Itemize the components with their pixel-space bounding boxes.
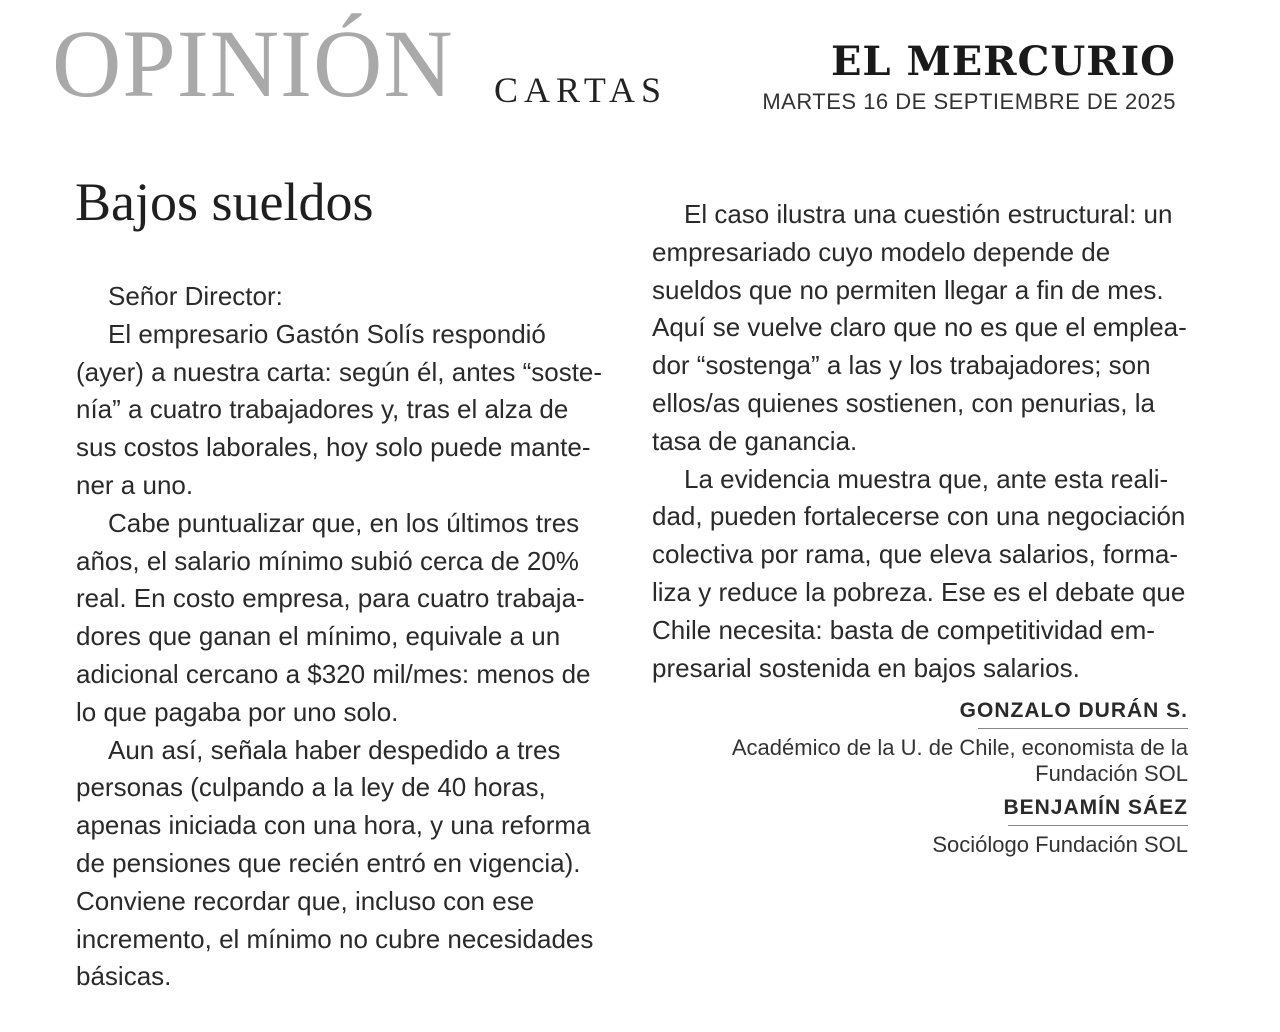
body-line: dad, pueden fortalecerse con una negociación: [652, 501, 1186, 532]
body-line: personas (culpando a la ley de 40 horas,: [76, 772, 546, 803]
newspaper-name: EL MERCURIO: [830, 38, 1176, 85]
signature-block: [718, 696, 1188, 864]
body-line: Chile necesita: basta de competitividad em-: [652, 614, 1155, 645]
affiliation-line: Fundación SOL: [1035, 761, 1188, 786]
body-line: ellos/as quienes sostienen, con penurias, la: [652, 387, 1155, 418]
body-line: sus costos laborales, hoy solo puede mante-: [76, 432, 591, 463]
body-line: real. En costo empresa, para cuatro trabaja-: [76, 583, 585, 614]
body-line: colectiva por rama, que eleva salarios, forma-: [652, 539, 1179, 570]
signatory-name: BENJAMÍN SÁEZ: [1003, 796, 1188, 819]
body-line: presarial sostenida en bajos salarios.: [652, 652, 1080, 683]
affiliation-line: Académico de la U. de Chile, economista de la: [731, 735, 1188, 760]
affiliation-line: Sociólogo Fundación SOL: [932, 832, 1188, 857]
body-line: Aun así, señala haber despedido a tres: [108, 734, 561, 765]
section-title: OPINIÓN: [52, 10, 454, 117]
body-line: años, el salario mínimo subió cerca de 20%: [76, 545, 579, 576]
signature-divider: [978, 728, 1188, 729]
body-line: lo que pagaba por uno solo.: [76, 696, 399, 727]
body-line: incremento, el mínimo no cubre necesidades: [76, 923, 594, 954]
body-line: dor “sostenga” a las y los trabajadores; son: [652, 350, 1151, 381]
body-line: La evidencia muestra que, ante esta reali-: [684, 463, 1169, 494]
body-line: ner a uno.: [76, 469, 194, 500]
body-line: adicional cercano a $320 mil/mes: menos de: [76, 658, 591, 689]
section-subtitle: CARTAS: [494, 70, 667, 110]
signatory-name: GONZALO DURÁN S.: [959, 699, 1188, 722]
body-line: liza y reduce la pobreza. Ese es el debate que: [652, 576, 1186, 607]
body-line: sueldos que no permiten llegar a fin de mes.: [652, 274, 1164, 305]
body-line: Aquí se vuelve claro que no es que el emplea-: [652, 312, 1187, 343]
body-line: El caso ilustra una cuestión estructural: un: [684, 199, 1173, 229]
body-line: dores que ganan el mínimo, equivale a un: [76, 621, 561, 652]
body-line: Conviene recordar que, incluso con ese: [76, 885, 535, 916]
body-line: Cabe puntualizar que, en los últimos tres: [108, 507, 580, 538]
signatory-affiliation: [718, 735, 1188, 787]
signatory-affiliation: [718, 832, 1188, 858]
body-line: básicas.: [76, 961, 172, 992]
body-line: apenas iniciada con una hora, y una reforma: [76, 810, 591, 841]
body-line: El empresario Gastón Solís respondió: [108, 318, 546, 349]
body-line: de pensiones que recién entró en vigencia).: [76, 847, 581, 878]
body-line: tasa de ganancia.: [652, 425, 858, 456]
letter-body-left-column: [76, 278, 616, 996]
salutation: Señor Director:: [108, 281, 283, 311]
body-line: (ayer) a nuestra carta: según él, antes “soste-: [76, 356, 603, 387]
signature-divider: [1008, 825, 1188, 826]
letter-headline: Bajos sueldos: [75, 172, 374, 232]
issue-date: MARTES 16 DE SEPTIEMBRE DE 2025: [762, 89, 1176, 114]
letter-body-right-column: [652, 196, 1192, 687]
body-line: empresariado cuyo modelo depende de: [652, 236, 1111, 267]
body-line: nía” a cuatro trabajadores y, tras el alza de: [76, 394, 569, 425]
